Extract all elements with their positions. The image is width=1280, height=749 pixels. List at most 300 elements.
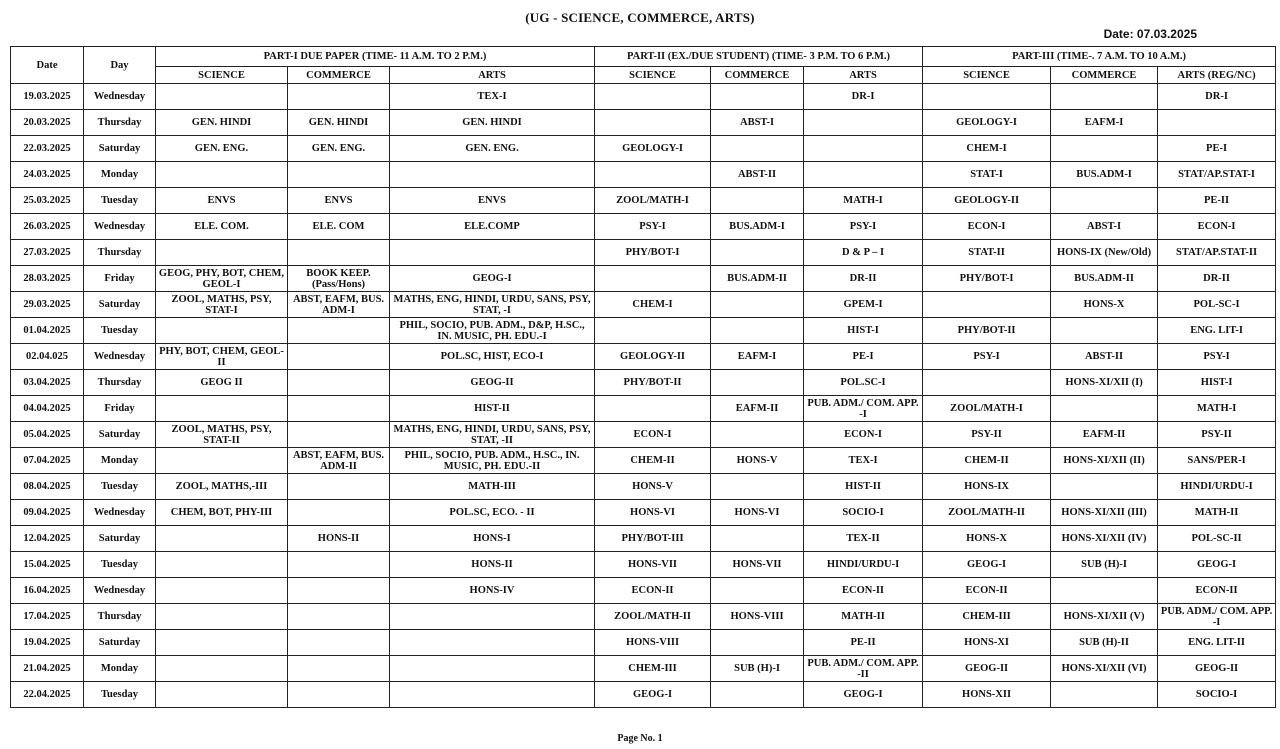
paper-cell-p2-science: GEOLOGY-I (595, 136, 711, 162)
date-cell: 25.03.2025 (11, 188, 84, 214)
exam-schedule-table (10, 46, 1276, 708)
table-row (11, 240, 1276, 266)
day-cell: Thursday (84, 110, 156, 136)
paper-cell-p3-science: PHY/BOT-I (923, 266, 1051, 292)
paper-cell-p1-science: GEOG, PHY, BOT, CHEM, GEOL-I (156, 266, 288, 292)
paper-cell-p3-commerce (1051, 318, 1158, 344)
paper-cell-p2-arts: DR-II (804, 266, 923, 292)
paper-cell-p1-commerce: BOOK KEEP. (Pass/Hons) (288, 266, 390, 292)
paper-cell-p2-commerce: HONS-VIII (711, 604, 804, 630)
paper-cell-p3-arts: MATH-I (1158, 396, 1276, 422)
paper-cell-p3-commerce: HONS-XI/XII (VI) (1051, 656, 1158, 682)
paper-cell-p3-commerce: HONS-XI/XII (V) (1051, 604, 1158, 630)
paper-cell-p3-science: STAT-II (923, 240, 1051, 266)
paper-cell-p1-science (156, 396, 288, 422)
paper-cell-p1-arts: POL.SC, HIST, ECO-I (390, 344, 595, 370)
paper-cell-p1-arts (390, 240, 595, 266)
paper-cell-p3-arts: STAT/AP.STAT-I (1158, 162, 1276, 188)
paper-cell-p2-arts: PUB. ADM./ COM. APP. -II (804, 656, 923, 682)
paper-cell-p2-commerce (711, 292, 804, 318)
day-cell: Wednesday (84, 578, 156, 604)
paper-cell-p2-commerce (711, 526, 804, 552)
date-cell: 04.04.2025 (11, 396, 84, 422)
schedule-body (11, 84, 1276, 708)
paper-cell-p2-science: HONS-VI (595, 500, 711, 526)
paper-cell-p3-commerce: HONS-X (1051, 292, 1158, 318)
table-row (11, 214, 1276, 240)
day-cell: Monday (84, 448, 156, 474)
paper-cell-p2-arts: PUB. ADM./ COM. APP. -I (804, 396, 923, 422)
paper-cell-p3-arts: ECON-I (1158, 214, 1276, 240)
paper-cell-p3-science: GEOG-II (923, 656, 1051, 682)
issue-date: Date: 07.03.2025 (1103, 27, 1197, 41)
paper-cell-p2-science: HONS-V (595, 474, 711, 500)
paper-cell-p2-science: CHEM-III (595, 656, 711, 682)
paper-cell-p3-science (923, 370, 1051, 396)
paper-cell-p2-arts: HINDI/URDU-I (804, 552, 923, 578)
paper-cell-p2-science: CHEM-II (595, 448, 711, 474)
paper-cell-p3-commerce: HONS-XI/XII (IV) (1051, 526, 1158, 552)
paper-cell-p3-arts: SOCIO-I (1158, 682, 1276, 708)
header-part3: PART-III (TIME-. 7 A.M. TO 10 A.M.) (923, 47, 1276, 67)
paper-cell-p1-commerce (288, 240, 390, 266)
day-cell: Tuesday (84, 552, 156, 578)
table-row (11, 188, 1276, 214)
paper-cell-p2-arts: PE-I (804, 344, 923, 370)
date-cell: 02.04.025 (11, 344, 84, 370)
paper-cell-p2-commerce: EAFM-II (711, 396, 804, 422)
paper-cell-p2-arts: GPEM-I (804, 292, 923, 318)
paper-cell-p3-science: CHEM-III (923, 604, 1051, 630)
date-cell: 08.04.2025 (11, 474, 84, 500)
date-cell: 24.03.2025 (11, 162, 84, 188)
subheader-part1-commerce: COMMERCE (288, 67, 390, 84)
paper-cell-p3-commerce (1051, 474, 1158, 500)
date-cell: 15.04.2025 (11, 552, 84, 578)
paper-cell-p3-arts: HINDI/URDU-I (1158, 474, 1276, 500)
paper-cell-p2-commerce (711, 370, 804, 396)
table-row (11, 396, 1276, 422)
paper-cell-p1-science: GEN. HINDI (156, 110, 288, 136)
paper-cell-p1-science: ELE. COM. (156, 214, 288, 240)
paper-cell-p1-commerce (288, 682, 390, 708)
paper-cell-p3-arts: PUB. ADM./ COM. APP. -I (1158, 604, 1276, 630)
paper-cell-p2-arts (804, 110, 923, 136)
paper-cell-p3-commerce: ABST-I (1051, 214, 1158, 240)
table-row (11, 292, 1276, 318)
table-row (11, 266, 1276, 292)
subheader-part3-science: SCIENCE (923, 67, 1051, 84)
paper-cell-p3-science: PHY/BOT-II (923, 318, 1051, 344)
page-number: Page No. 1 (617, 733, 663, 744)
subheader-part2-science: SCIENCE (595, 67, 711, 84)
paper-cell-p1-arts (390, 604, 595, 630)
table-row (11, 682, 1276, 708)
paper-cell-p3-commerce: BUS.ADM-II (1051, 266, 1158, 292)
paper-cell-p3-commerce (1051, 396, 1158, 422)
paper-cell-p1-commerce (288, 656, 390, 682)
paper-cell-p3-arts: SANS/PER-I (1158, 448, 1276, 474)
table-row (11, 526, 1276, 552)
paper-cell-p1-science (156, 656, 288, 682)
date-cell: 21.04.2025 (11, 656, 84, 682)
paper-cell-p1-arts: HONS-IV (390, 578, 595, 604)
paper-cell-p1-arts (390, 656, 595, 682)
paper-cell-p2-commerce: HONS-V (711, 448, 804, 474)
paper-cell-p2-commerce: BUS.ADM-I (711, 214, 804, 240)
paper-cell-p1-science: CHEM, BOT, PHY-III (156, 500, 288, 526)
date-cell: 09.04.2025 (11, 500, 84, 526)
date-cell: 29.03.2025 (11, 292, 84, 318)
paper-cell-p1-arts: GEOG-I (390, 266, 595, 292)
paper-cell-p2-science: PSY-I (595, 214, 711, 240)
paper-cell-p2-arts: GEOG-I (804, 682, 923, 708)
paper-cell-p1-science: ZOOL, MATHS, PSY, STAT-I (156, 292, 288, 318)
paper-cell-p2-arts: D & P – I (804, 240, 923, 266)
date-cell: 28.03.2025 (11, 266, 84, 292)
subheader-part3-commerce: COMMERCE (1051, 67, 1158, 84)
table-row (11, 500, 1276, 526)
paper-cell-p3-science: ZOOL/MATH-II (923, 500, 1051, 526)
paper-cell-p2-science: ECON-I (595, 422, 711, 448)
paper-cell-p2-arts: MATH-I (804, 188, 923, 214)
paper-cell-p2-commerce (711, 188, 804, 214)
paper-cell-p1-arts: MATHS, ENG, HINDI, URDU, SANS, PSY, STAT, -II (390, 422, 595, 448)
paper-cell-p3-commerce: HONS-IX (New/Old) (1051, 240, 1158, 266)
date-cell: 12.04.2025 (11, 526, 84, 552)
paper-cell-p3-commerce: HONS-XI/XII (II) (1051, 448, 1158, 474)
date-cell: 17.04.2025 (11, 604, 84, 630)
paper-cell-p2-arts: ECON-II (804, 578, 923, 604)
paper-cell-p2-arts: SOCIO-I (804, 500, 923, 526)
paper-cell-p2-commerce (711, 422, 804, 448)
date-cell: 19.03.2025 (11, 84, 84, 110)
paper-cell-p3-science (923, 292, 1051, 318)
paper-cell-p3-science: PSY-II (923, 422, 1051, 448)
paper-cell-p1-commerce: GEN. ENG. (288, 136, 390, 162)
paper-cell-p3-arts: ECON-II (1158, 578, 1276, 604)
paper-cell-p2-commerce: HONS-VI (711, 500, 804, 526)
paper-cell-p1-commerce (288, 84, 390, 110)
paper-cell-p2-arts (804, 162, 923, 188)
paper-cell-p1-arts (390, 162, 595, 188)
paper-cell-p3-arts: ENG. LIT-I (1158, 318, 1276, 344)
paper-cell-p3-commerce: HONS-XI/XII (I) (1051, 370, 1158, 396)
paper-cell-p3-science: HONS-XII (923, 682, 1051, 708)
paper-cell-p1-science (156, 84, 288, 110)
paper-cell-p3-arts: GEOG-II (1158, 656, 1276, 682)
paper-cell-p1-arts: GEN. HINDI (390, 110, 595, 136)
paper-cell-p1-science (156, 604, 288, 630)
paper-cell-p2-arts: HIST-I (804, 318, 923, 344)
table-row (11, 578, 1276, 604)
table-row (11, 344, 1276, 370)
paper-cell-p3-commerce (1051, 84, 1158, 110)
paper-cell-p2-science (595, 110, 711, 136)
paper-cell-p3-science: STAT-I (923, 162, 1051, 188)
paper-cell-p3-science (923, 84, 1051, 110)
paper-cell-p1-commerce: ENVS (288, 188, 390, 214)
paper-cell-p3-science: PSY-I (923, 344, 1051, 370)
paper-cell-p2-commerce (711, 578, 804, 604)
paper-cell-p3-commerce: HONS-XI/XII (III) (1051, 500, 1158, 526)
paper-cell-p3-science: GEOG-I (923, 552, 1051, 578)
paper-cell-p3-commerce: ABST-II (1051, 344, 1158, 370)
paper-cell-p3-commerce: EAFM-II (1051, 422, 1158, 448)
date-cell: 03.04.2025 (11, 370, 84, 396)
date-cell: 20.03.2025 (11, 110, 84, 136)
paper-cell-p3-science: GEOLOGY-II (923, 188, 1051, 214)
paper-cell-p2-arts: POL.SC-I (804, 370, 923, 396)
paper-cell-p1-science: GEN. ENG. (156, 136, 288, 162)
paper-cell-p1-commerce (288, 162, 390, 188)
paper-cell-p2-arts: PE-II (804, 630, 923, 656)
paper-cell-p2-science (595, 162, 711, 188)
paper-cell-p2-arts (804, 136, 923, 162)
paper-cell-p1-arts: POL.SC, ECO. - II (390, 500, 595, 526)
header-date: Date (11, 47, 84, 84)
table-row (11, 162, 1276, 188)
day-cell: Friday (84, 266, 156, 292)
paper-cell-p1-commerce: ABST, EAFM, BUS. ADM-II (288, 448, 390, 474)
paper-cell-p3-arts: PSY-I (1158, 344, 1276, 370)
date-cell: 27.03.2025 (11, 240, 84, 266)
paper-cell-p1-arts: HONS-II (390, 552, 595, 578)
paper-cell-p1-arts: GEOG-II (390, 370, 595, 396)
paper-cell-p3-arts: DR-II (1158, 266, 1276, 292)
paper-cell-p2-science: PHY/BOT-I (595, 240, 711, 266)
subheader-part2-commerce: COMMERCE (711, 67, 804, 84)
paper-cell-p3-commerce (1051, 136, 1158, 162)
paper-cell-p2-science (595, 266, 711, 292)
paper-cell-p2-arts: TEX-II (804, 526, 923, 552)
paper-cell-p2-commerce: HONS-VII (711, 552, 804, 578)
paper-cell-p1-science (156, 630, 288, 656)
paper-cell-p2-science: GEOG-I (595, 682, 711, 708)
paper-cell-p3-arts: STAT/AP.STAT-II (1158, 240, 1276, 266)
paper-cell-p3-arts: PE-I (1158, 136, 1276, 162)
paper-cell-p3-commerce: SUB (H)-II (1051, 630, 1158, 656)
table-row (11, 552, 1276, 578)
paper-cell-p3-science: HONS-IX (923, 474, 1051, 500)
paper-cell-p1-science (156, 682, 288, 708)
paper-cell-p1-commerce: HONS-II (288, 526, 390, 552)
header-day: Day (84, 47, 156, 84)
table-row (11, 84, 1276, 110)
table-row (11, 110, 1276, 136)
paper-cell-p1-arts (390, 682, 595, 708)
paper-cell-p3-commerce (1051, 578, 1158, 604)
paper-cell-p1-arts: PHIL, SOCIO, PUB. ADM., D&P, H.SC., IN. MUSIC, PH. EDU.-I (390, 318, 595, 344)
paper-cell-p1-science (156, 318, 288, 344)
paper-cell-p2-commerce (711, 318, 804, 344)
paper-cell-p1-arts: PHIL, SOCIO, PUB. ADM., H.SC., IN. MUSIC, PH. EDU.-II (390, 448, 595, 474)
paper-cell-p2-arts: TEX-I (804, 448, 923, 474)
paper-cell-p2-science: ZOOL/MATH-II (595, 604, 711, 630)
paper-cell-p3-arts: DR-I (1158, 84, 1276, 110)
paper-cell-p3-commerce (1051, 682, 1158, 708)
subheader-part1-arts: ARTS (390, 67, 595, 84)
table-row (11, 448, 1276, 474)
paper-cell-p2-science: HONS-VIII (595, 630, 711, 656)
day-cell: Tuesday (84, 682, 156, 708)
day-cell: Saturday (84, 136, 156, 162)
day-cell: Thursday (84, 240, 156, 266)
paper-cell-p3-science: ECON-II (923, 578, 1051, 604)
day-cell: Thursday (84, 370, 156, 396)
paper-cell-p1-arts: TEX-I (390, 84, 595, 110)
paper-cell-p2-arts: HIST-II (804, 474, 923, 500)
paper-cell-p2-commerce: ABST-I (711, 110, 804, 136)
paper-cell-p3-arts: ENG. LIT-II (1158, 630, 1276, 656)
paper-cell-p2-science: PHY/BOT-II (595, 370, 711, 396)
paper-cell-p2-science: CHEM-I (595, 292, 711, 318)
paper-cell-p1-science (156, 578, 288, 604)
paper-cell-p2-science (595, 318, 711, 344)
paper-cell-p1-arts: GEN. ENG. (390, 136, 595, 162)
paper-cell-p2-commerce: BUS.ADM-II (711, 266, 804, 292)
paper-cell-p2-science (595, 84, 711, 110)
day-cell: Saturday (84, 630, 156, 656)
day-cell: Tuesday (84, 474, 156, 500)
table-row (11, 604, 1276, 630)
day-cell: Saturday (84, 422, 156, 448)
paper-cell-p2-science: ZOOL/MATH-I (595, 188, 711, 214)
paper-cell-p1-commerce (288, 474, 390, 500)
table-row (11, 370, 1276, 396)
paper-cell-p1-science (156, 240, 288, 266)
day-cell: Tuesday (84, 318, 156, 344)
paper-cell-p1-commerce (288, 370, 390, 396)
table-row (11, 318, 1276, 344)
table-row (11, 474, 1276, 500)
paper-cell-p3-arts: POL-SC-II (1158, 526, 1276, 552)
paper-cell-p2-arts: ECON-I (804, 422, 923, 448)
paper-cell-p1-commerce (288, 552, 390, 578)
paper-cell-p2-commerce: ABST-II (711, 162, 804, 188)
day-cell: Tuesday (84, 188, 156, 214)
paper-cell-p2-arts: DR-I (804, 84, 923, 110)
paper-cell-p3-commerce (1051, 188, 1158, 214)
day-cell: Wednesday (84, 84, 156, 110)
paper-cell-p1-commerce: ELE. COM (288, 214, 390, 240)
paper-cell-p2-commerce (711, 84, 804, 110)
paper-cell-p3-commerce: EAFM-I (1051, 110, 1158, 136)
paper-cell-p1-science: ZOOL, MATHS,-III (156, 474, 288, 500)
paper-cell-p1-science (156, 552, 288, 578)
paper-cell-p2-arts: MATH-II (804, 604, 923, 630)
paper-cell-p1-arts: MATHS, ENG, HINDI, URDU, SANS, PSY, STAT, -I (390, 292, 595, 318)
paper-cell-p3-science: CHEM-I (923, 136, 1051, 162)
paper-cell-p1-commerce (288, 344, 390, 370)
paper-cell-p3-science: ZOOL/MATH-I (923, 396, 1051, 422)
paper-cell-p3-science: GEOLOGY-I (923, 110, 1051, 136)
day-cell: Friday (84, 396, 156, 422)
paper-cell-p2-commerce (711, 474, 804, 500)
subheader-part1-science: SCIENCE (156, 67, 288, 84)
date-cell: 26.03.2025 (11, 214, 84, 240)
paper-cell-p1-commerce: GEN. HINDI (288, 110, 390, 136)
day-cell: Monday (84, 162, 156, 188)
paper-cell-p1-commerce (288, 318, 390, 344)
paper-cell-p2-science (595, 396, 711, 422)
paper-cell-p3-commerce: BUS.ADM-I (1051, 162, 1158, 188)
date-cell: 22.04.2025 (11, 682, 84, 708)
day-cell: Monday (84, 656, 156, 682)
day-cell: Wednesday (84, 344, 156, 370)
date-cell: 05.04.2025 (11, 422, 84, 448)
paper-cell-p1-commerce (288, 578, 390, 604)
subheader-part3-arts: ARTS (REG/NC) (1158, 67, 1276, 84)
paper-cell-p1-arts: HIST-II (390, 396, 595, 422)
paper-cell-p3-commerce: SUB (H)-I (1051, 552, 1158, 578)
date-cell: 22.03.2025 (11, 136, 84, 162)
paper-cell-p1-commerce (288, 500, 390, 526)
paper-cell-p2-science: ECON-II (595, 578, 711, 604)
paper-cell-p2-arts: PSY-I (804, 214, 923, 240)
paper-cell-p1-commerce (288, 422, 390, 448)
day-cell: Wednesday (84, 214, 156, 240)
paper-cell-p1-science (156, 448, 288, 474)
date-cell: 07.04.2025 (11, 448, 84, 474)
paper-cell-p1-arts: MATH-III (390, 474, 595, 500)
paper-cell-p3-arts: MATH-II (1158, 500, 1276, 526)
day-cell: Saturday (84, 526, 156, 552)
paper-cell-p2-commerce (711, 240, 804, 266)
document-title: (UG - SCIENCE, COMMERCE, ARTS) (525, 10, 755, 25)
paper-cell-p2-commerce: EAFM-I (711, 344, 804, 370)
paper-cell-p3-science: ECON-I (923, 214, 1051, 240)
paper-cell-p1-science: ENVS (156, 188, 288, 214)
header-part2: PART-II (EX./DUE STUDENT) (TIME- 3 P.M. TO 6 P.M.) (595, 47, 923, 67)
paper-cell-p2-science: PHY/BOT-III (595, 526, 711, 552)
date-cell: 16.04.2025 (11, 578, 84, 604)
paper-cell-p1-commerce (288, 604, 390, 630)
date-cell: 19.04.2025 (11, 630, 84, 656)
paper-cell-p1-science: ZOOL, MATHS, PSY, STAT-II (156, 422, 288, 448)
paper-cell-p1-commerce (288, 630, 390, 656)
paper-cell-p2-commerce (711, 630, 804, 656)
paper-cell-p1-commerce: ABST, EAFM, BUS. ADM-I (288, 292, 390, 318)
paper-cell-p3-arts: PE-II (1158, 188, 1276, 214)
paper-cell-p3-arts (1158, 110, 1276, 136)
table-row (11, 656, 1276, 682)
paper-cell-p2-science: HONS-VII (595, 552, 711, 578)
paper-cell-p1-commerce (288, 396, 390, 422)
day-cell: Thursday (84, 604, 156, 630)
header-part1: PART-I DUE PAPER (TIME- 11 A.M. TO 2 P.M.) (156, 47, 595, 67)
paper-cell-p3-arts: PSY-II (1158, 422, 1276, 448)
paper-cell-p1-science (156, 526, 288, 552)
paper-cell-p2-commerce (711, 136, 804, 162)
paper-cell-p1-arts: ENVS (390, 188, 595, 214)
paper-cell-p1-arts (390, 630, 595, 656)
paper-cell-p2-commerce (711, 682, 804, 708)
paper-cell-p3-science: HONS-XI (923, 630, 1051, 656)
table-row (11, 630, 1276, 656)
paper-cell-p3-arts: POL-SC-I (1158, 292, 1276, 318)
paper-cell-p1-arts: ELE.COMP (390, 214, 595, 240)
paper-cell-p2-commerce: SUB (H)-I (711, 656, 804, 682)
table-row (11, 136, 1276, 162)
paper-cell-p3-science: HONS-X (923, 526, 1051, 552)
subheader-part2-arts: ARTS (804, 67, 923, 84)
paper-cell-p3-arts: GEOG-I (1158, 552, 1276, 578)
date-cell: 01.04.2025 (11, 318, 84, 344)
paper-cell-p1-arts: HONS-I (390, 526, 595, 552)
table-row (11, 422, 1276, 448)
paper-cell-p3-arts: HIST-I (1158, 370, 1276, 396)
